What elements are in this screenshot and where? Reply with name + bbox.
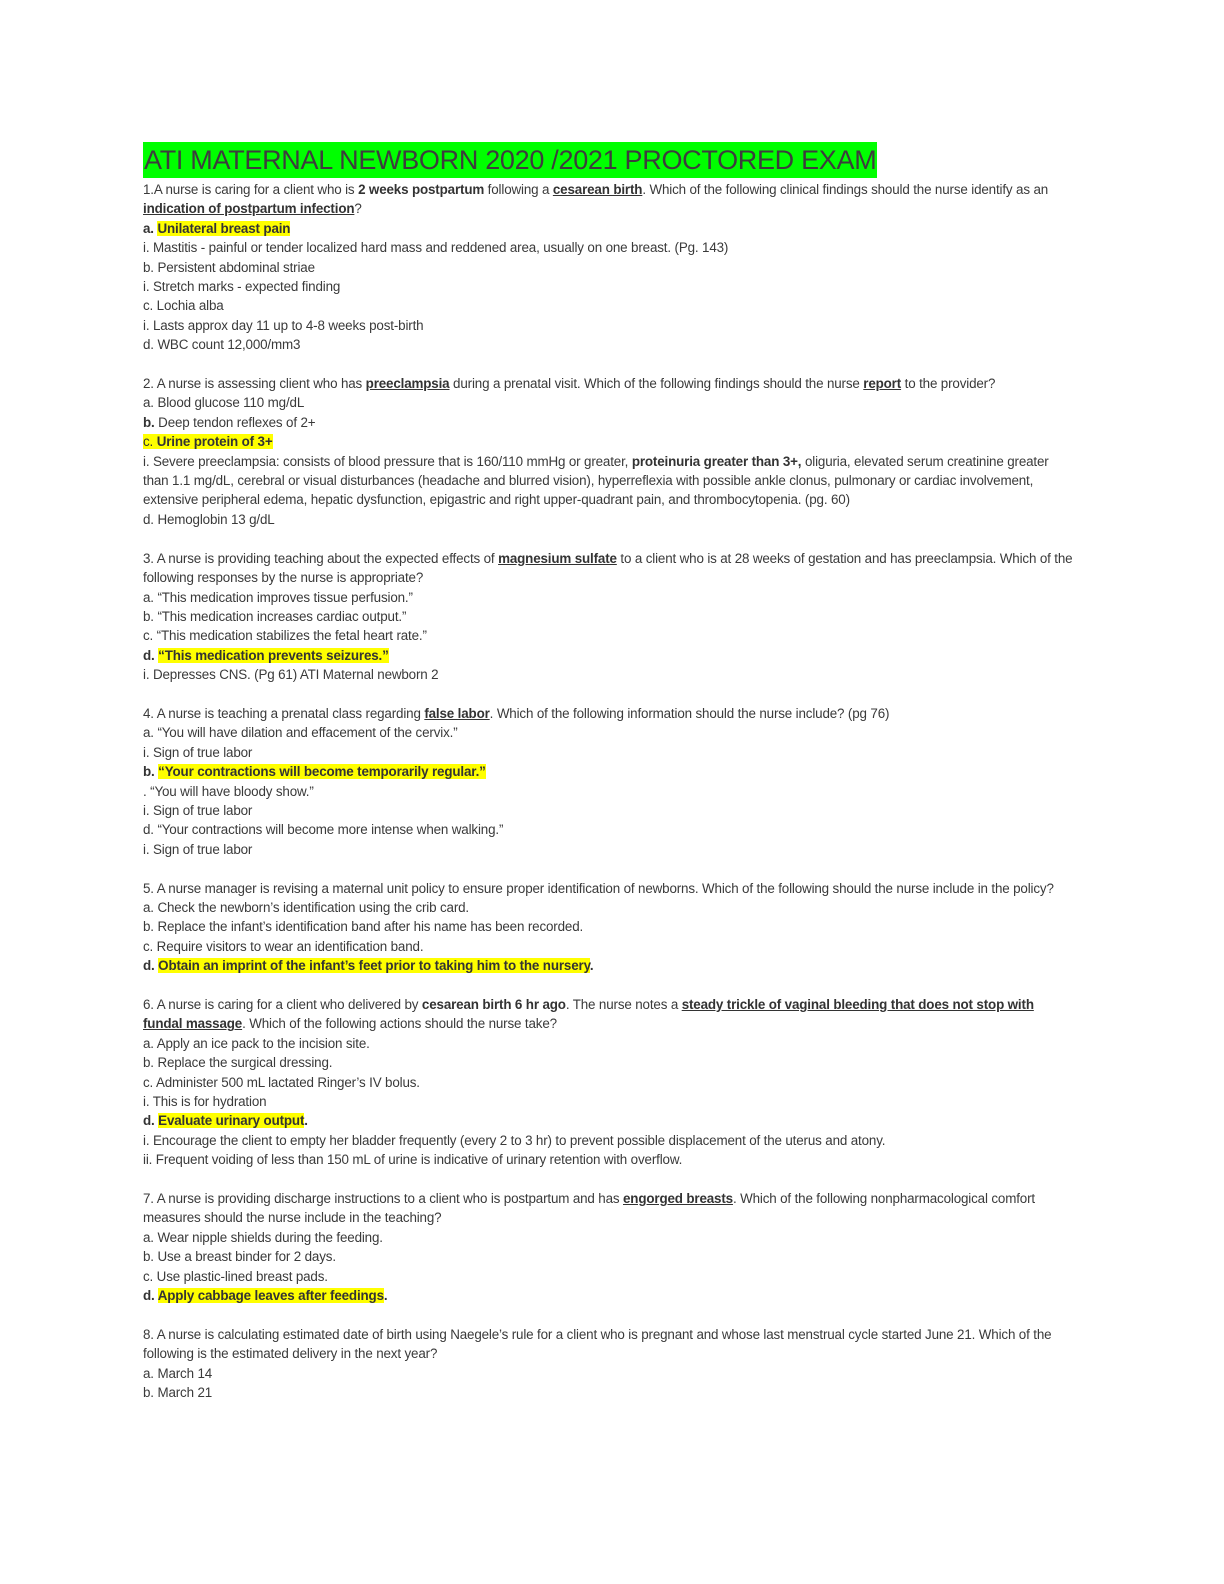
q5-option-a: a. Check the newborn’s identification using the crib card.	[143, 899, 470, 915]
q1-stem-text: ?	[354, 201, 362, 217]
q1-option-a-rationale: i. Mastitis - painful or tender localized hard mass and reddened area, usually on one breast. (Pg. 143)	[143, 240, 729, 256]
q7-stem-underline: engorged breasts	[623, 1191, 733, 1207]
q1-option-a-letter: a.	[143, 220, 158, 236]
q4-stem-text: . Which of the following information should the nurse include? (pg 76)	[489, 705, 890, 721]
q1-option-b-rationale: i. Stretch marks - expected finding	[143, 279, 341, 295]
q4-stem	[143, 704, 1073, 723]
q3-stem	[143, 549, 1073, 588]
spacer	[143, 1305, 1073, 1324]
q6-option-d	[143, 1111, 1073, 1130]
q8-option-a: a. March 14	[143, 1365, 213, 1381]
q4-correct-answer: “Your contractions will become temporarily regular.”	[158, 764, 486, 780]
q6-stem-text: . The nurse notes a	[565, 996, 682, 1012]
q6-option-c-rationale: i. This is for hydration	[143, 1094, 267, 1110]
q6-option-c: c. Administer 500 mL lactated Ringer’s IV bolus.	[143, 1074, 420, 1090]
q3-option-d-letter: d.	[143, 647, 159, 663]
q7-stem-text: 7. A nurse is providing discharge instructions to a client who is postpartum and has	[143, 1191, 623, 1207]
q5-correct-answer: Obtain an imprint of the infant’s feet prior to taking him to the nursery	[158, 958, 590, 974]
q7-option-d-letter: d.	[143, 1288, 158, 1304]
q7-option-b: b. Use a breast binder for 2 days.	[143, 1249, 336, 1265]
q1-stem	[143, 180, 1073, 219]
spacer	[143, 529, 1073, 548]
q2-stem-text: 2. A nurse is assessing client who has	[143, 376, 366, 392]
q4-option-b	[143, 762, 1073, 781]
q4-option-b-letter: b.	[143, 764, 159, 780]
q6-stem-text: . Which of the following actions should the nurse take?	[242, 1016, 557, 1032]
q2-rationale-text: oliguria, elevated serum creatinine greater than 1.1 mg/dL, cerebral or visual disturbances (headache and blurred vision), hyperreflexia with possible ankle clonus, pulmonary or cardiac involvement, extensive peripheral edema, hepatic dysfunction, epigastric and right upper-quadrant pain, and thrombocytopenia. (pg. 60)	[143, 453, 1049, 508]
q8-stem: 8. A nurse is calculating estimated date of birth using Naegele’s rule for a client who is pregnant and whose last menstrual cycle started June 21. Which of the following is the estimated delivery in the next year?	[143, 1326, 1052, 1362]
q2-stem-underline: report	[863, 376, 902, 392]
q1-option-c-rationale: i. Lasts approx day 11 up to 4-8 weeks post-birth	[143, 317, 424, 333]
q1-stem-text: 1.A nurse is caring for a client who is	[143, 182, 359, 197]
q7-stem	[143, 1189, 1073, 1228]
q7-option-c: c. Use plastic-lined breast pads.	[143, 1268, 328, 1284]
q6-option-b: b. Replace the surgical dressing.	[143, 1055, 333, 1071]
q6-stem-text: 6. A nurse is caring for a client who delivered by	[143, 996, 422, 1012]
q1-option-a	[143, 219, 1073, 238]
q2-option-b-letter: b.	[143, 414, 155, 430]
q6-stem-underline: steady trickle of vaginal bleeding that does not stop with fundal massage	[143, 996, 1034, 1032]
q4-option-d: d. “Your contractions will become more intense when walking.”	[143, 822, 504, 838]
q3-option-b: b. “This medication increases cardiac output.”	[143, 608, 407, 624]
q1-stem-text: . Which of the following clinical findings should the nurse identify as an	[642, 182, 1049, 197]
q3-option-a: a. “This medication improves tissue perfusion.”	[143, 589, 413, 605]
q3-option-c: c. “This medication stabilizes the fetal heart rate.”	[143, 628, 427, 644]
q2-stem-text: to the provider?	[901, 376, 996, 392]
q4-option-a: a. “You will have dilation and effacement of the cervix.”	[143, 725, 458, 741]
q4-stem-text: 4. A nurse is teaching a prenatal class regarding	[143, 705, 425, 721]
q3-option-d	[143, 646, 1073, 665]
q2-option-b	[143, 413, 1073, 432]
q6-stem	[143, 995, 1073, 1034]
q2-rationale-text: i. Severe preeclampsia: consists of blood pressure that is 160/110 mmHg or greater,	[143, 453, 632, 469]
q3-stem-text: 3. A nurse is providing teaching about the expected effects of	[143, 550, 499, 566]
q5-stem: 5. A nurse manager is revising a maternal unit policy to ensure proper identification of newborns. Which of the following should the nurse include in the policy?	[143, 880, 1054, 896]
q6-stem-bold: cesarean birth 6 hr ago	[421, 996, 566, 1012]
q5-option-d-period: .	[589, 958, 594, 974]
q2-correct-answer: Urine protein of 3+	[156, 434, 273, 450]
q6-option-d-rationale-1: i. Encourage the client to empty her bladder frequently (every 2 to 3 hr) to prevent possible displacement of the uterus and atony.	[143, 1132, 886, 1148]
q1-stem-text: following a	[484, 182, 553, 197]
q2-stem-text: during a prenatal visit. Which of the following findings should the nurse	[449, 376, 864, 392]
q2-option-b-text: Deep tendon reflexes of 2+	[154, 414, 316, 430]
q7-correct-answer: Apply cabbage leaves after feedings	[157, 1288, 384, 1304]
q6-option-d-letter: d.	[143, 1113, 159, 1129]
q4-option-c: . “You will have bloody show.”	[143, 783, 314, 799]
q7-option-d-period: .	[383, 1288, 388, 1304]
q3-correct-answer: “This medication prevents seizures.”	[158, 647, 389, 663]
q2-option-c-letter: c.	[143, 434, 157, 450]
spacer	[143, 976, 1073, 995]
q1-correct-answer: Unilateral breast pain	[157, 220, 291, 236]
q2-option-a: a. Blood glucose 110 mg/dL	[143, 395, 305, 411]
spacer	[143, 1170, 1073, 1189]
q8-option-b: b. March 21	[143, 1385, 213, 1401]
q7-option-a: a. Wear nipple shields during the feeding.	[143, 1229, 383, 1245]
q5-option-d	[143, 956, 1073, 975]
q6-correct-answer: Evaluate urinary output	[158, 1113, 305, 1129]
q7-option-d	[143, 1286, 1073, 1305]
q1-stem-bold: 2 weeks postpartum	[358, 182, 485, 197]
document-page	[143, 142, 1073, 1402]
spacer	[143, 859, 1073, 878]
q2-rationale-bold: proteinuria greater than 3+,	[631, 453, 802, 469]
q4-option-a-rationale: i. Sign of true labor	[143, 744, 253, 760]
q3-option-d-rationale: i. Depresses CNS. (Pg 61) ATI Maternal newborn 2	[143, 667, 439, 683]
q2-option-c	[143, 432, 1073, 451]
q5-option-c: c. Require visitors to wear an identification band.	[143, 938, 424, 954]
q3-stem-text: to a client who is at 28 weeks of gestation and has preeclampsia. Which of the following responses by the nurse is appropriate?	[143, 550, 1073, 586]
spacer	[143, 355, 1073, 374]
q7-stem-text: . Which of the following nonpharmacological comfort measures should the nurse include in the teaching?	[143, 1191, 1035, 1226]
q5-option-b: b. Replace the infant’s identification band after his name has been recorded.	[143, 919, 584, 935]
q4-stem-underline: false labor	[424, 705, 490, 721]
q6-option-d-period: .	[304, 1113, 308, 1129]
q4-option-d-rationale: i. Sign of true labor	[143, 841, 253, 857]
q3-stem-underline: magnesium sulfate	[498, 550, 617, 566]
spacer	[143, 685, 1073, 704]
q1-option-c: c. Lochia alba	[143, 298, 224, 314]
q2-stem-underline: preeclampsia	[365, 376, 450, 392]
q6-option-a: a. Apply an ice pack to the incision site.	[143, 1035, 370, 1051]
q1-stem-underline: cesarean birth	[552, 182, 643, 197]
document-title: ATI MATERNAL NEWBORN 2020 /2021 PROCTORED EXAM	[143, 142, 877, 178]
q2-option-c-rationale	[143, 452, 1073, 510]
q2-stem	[143, 374, 1073, 393]
q1-option-b: b. Persistent abdominal striae	[143, 259, 315, 275]
q5-option-d-letter: d.	[143, 958, 159, 974]
q1-stem-underline: indication of postpartum infection	[143, 201, 355, 217]
q4-option-c-rationale: i. Sign of true labor	[143, 802, 253, 818]
q2-option-d: d. Hemoglobin 13 g/dL	[143, 511, 275, 527]
q1-option-d: d. WBC count 12,000/mm3	[143, 337, 301, 353]
q6-option-d-rationale-2: ii. Frequent voiding of less than 150 mL of urine is indicative of urinary retention with overflow.	[143, 1152, 683, 1168]
